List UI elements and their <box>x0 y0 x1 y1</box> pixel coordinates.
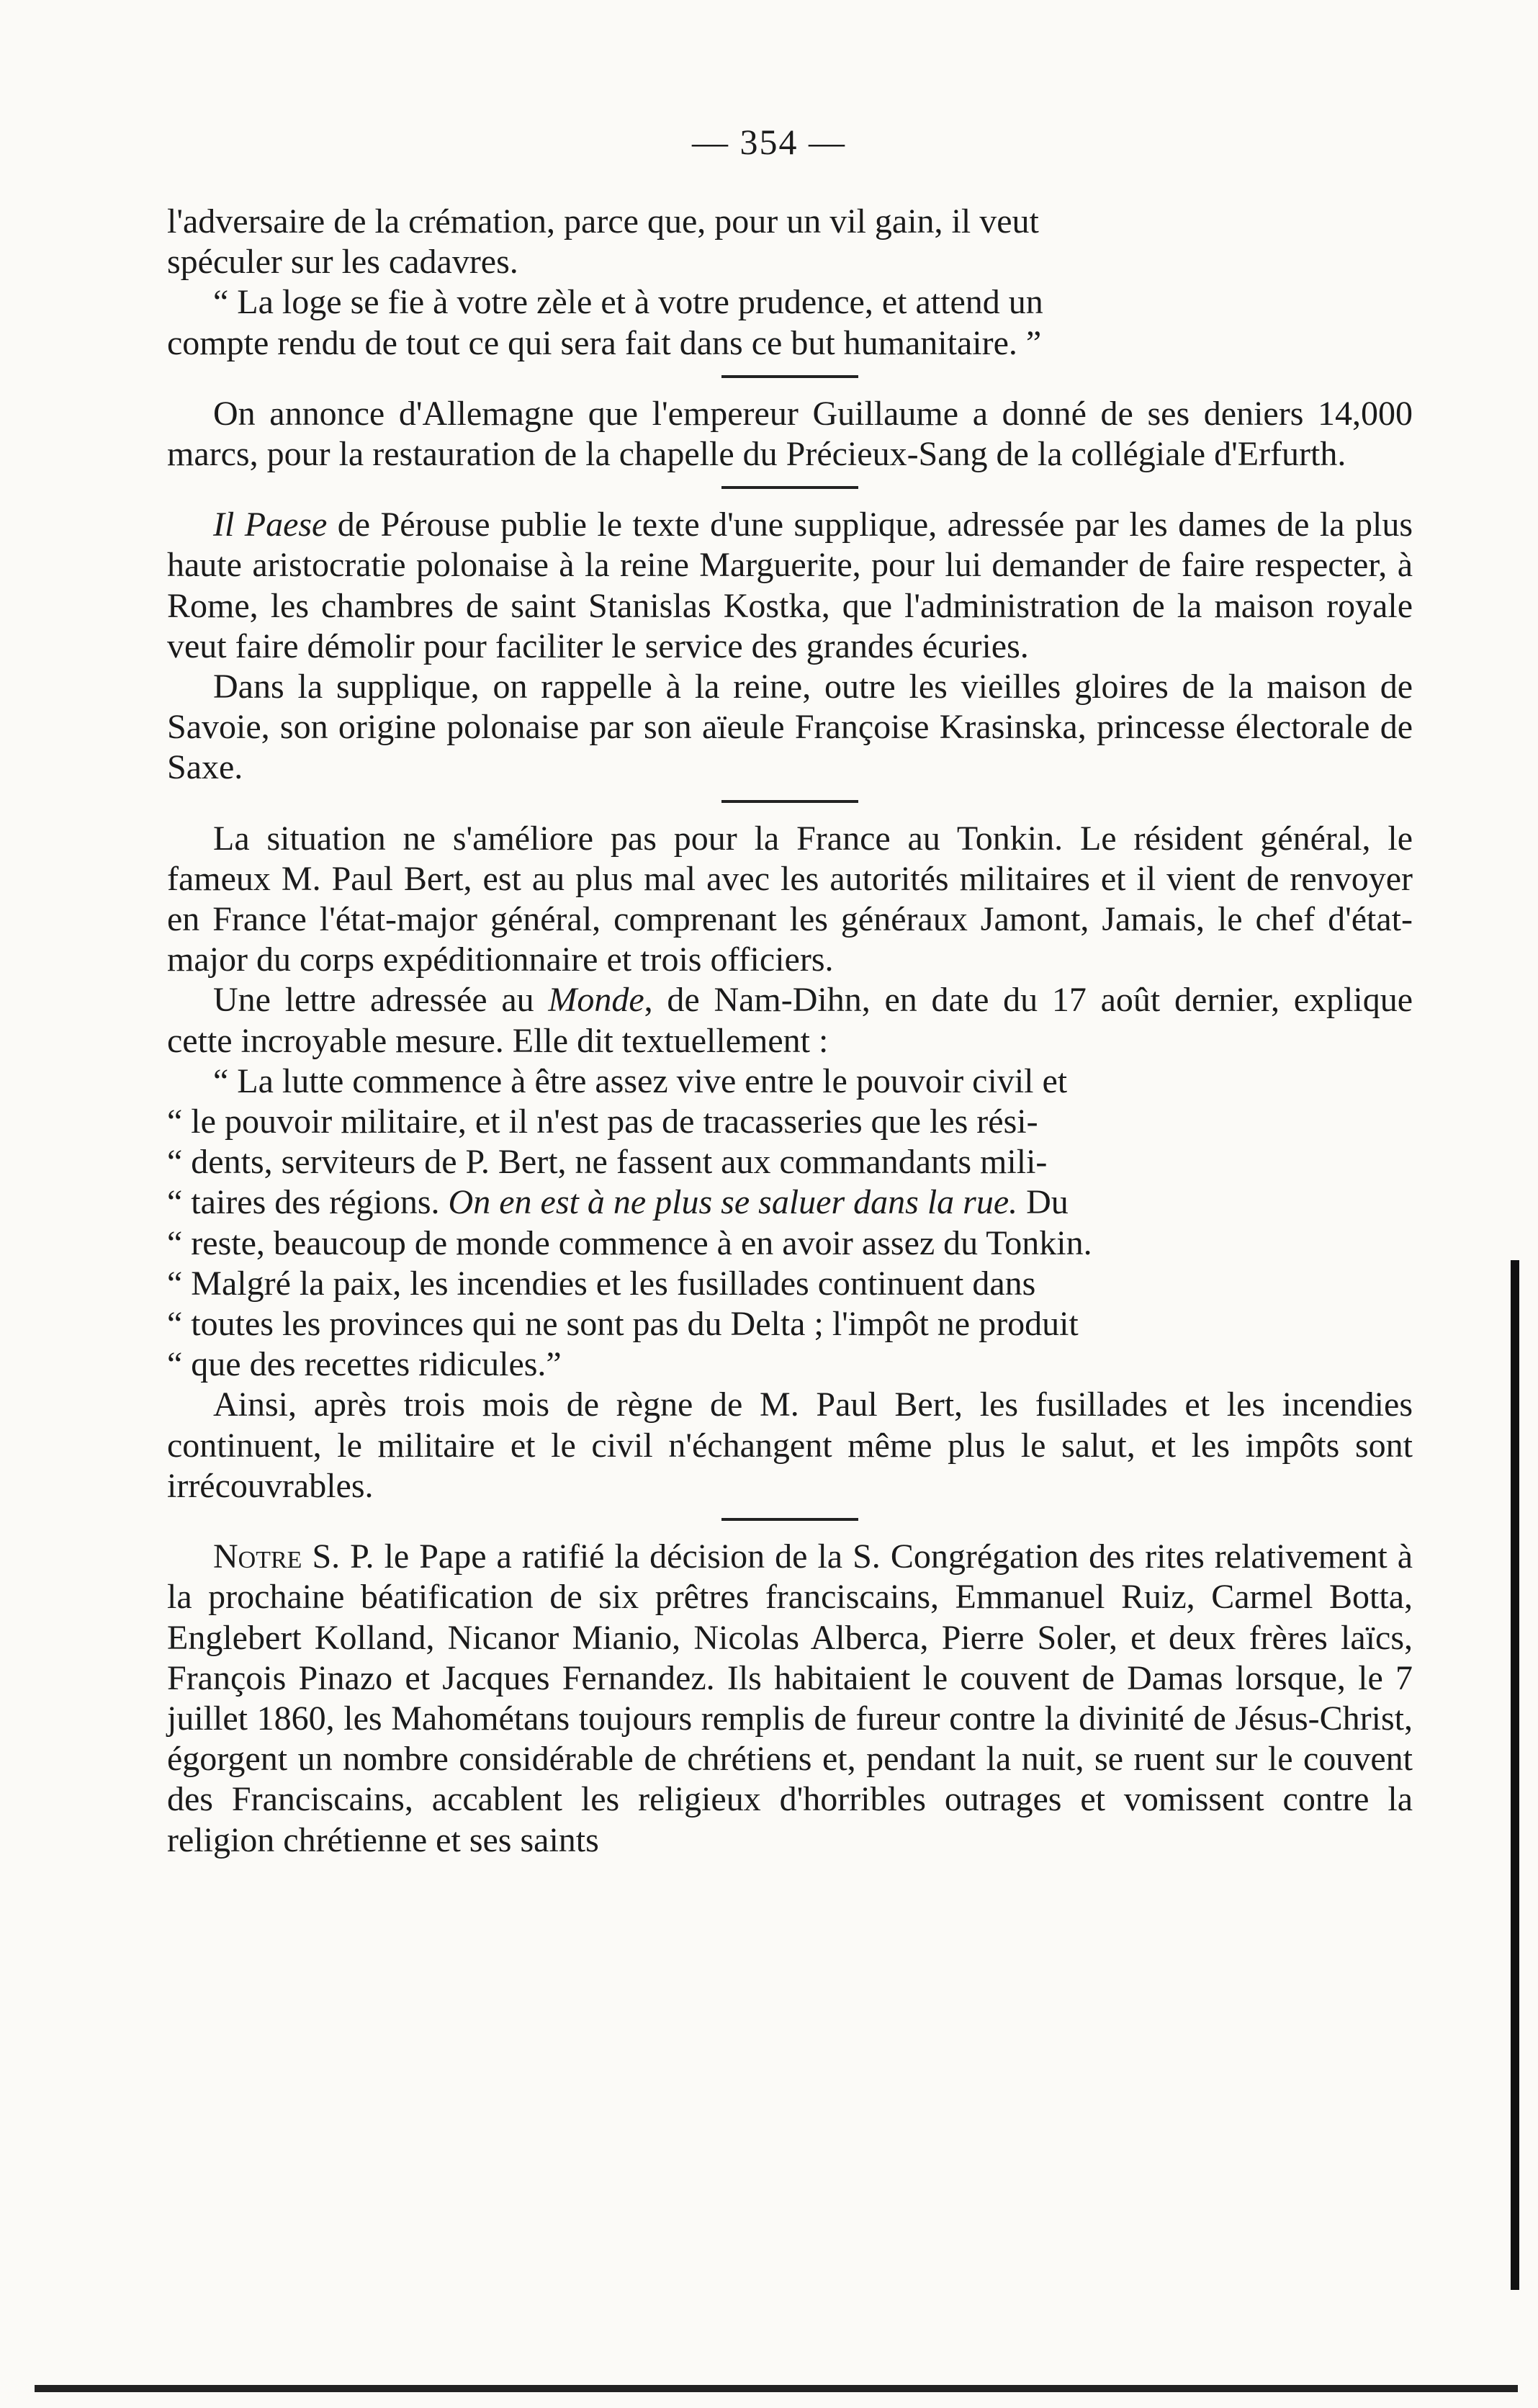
article-body <box>167 202 1413 1861</box>
newspaper-title: Monde <box>548 981 644 1020</box>
quote-line: “ taires des régions. On en est à ne plus se saluer dans la rue. Du <box>167 1183 1069 1222</box>
quote-line: “ reste, beaucoup de monde commence à en avoir assez du Tonkin. <box>167 1223 1092 1262</box>
paragraph-line: l'adversaire de la crémation, parce que, pour un vil gain, il veut <box>167 202 1039 241</box>
paragraph-emperor: On annonce d'Allemagne que l'empereur Guillaume a donné de ses deniers 14,000 marcs, pour la restauration de la chapelle du Précieux-Sang de la collégiale d'Erfurth. <box>167 394 1413 474</box>
paragraph-conclusion: Ainsi, après trois mois de règne de M. Paul Bert, les fusillades et les incendies continuent, le militaire et le civil n'échangent même plus le salut, et les impôts sont irrécouvrables. <box>167 1385 1413 1505</box>
paragraph-line: spéculer sur les cadavres. <box>167 243 518 282</box>
section-divider <box>721 1518 858 1521</box>
quote-line: “ toutes les provinces qui ne sont pas du Delta ; l'impôt ne produit <box>167 1305 1079 1344</box>
paragraph-line: “ La loge se fie à votre zèle et à votre prudence, et attend un <box>213 283 1043 322</box>
paragraph-tonkin: La situation ne s'améliore pas pour la France au Tonkin. Le résident général, le fameux M. Paul Bert, est au plus mal avec les autorités militaires et il vient de renvoyer en France l'état-major général, comprenant les généraux Jamont, Jamais, le chef d'état-major du corps expéditionnaire et trois officiers. <box>167 819 1413 979</box>
section-divider <box>721 375 858 378</box>
paragraph-beatification: Notre S. P. le Pape a ratifié la décision de la S. Congrégation des rites relativement à la prochaine béatification de six prêtres franciscains, Emmanuel Ruiz, Carmel Botta, Englebert Kolland, Nicanor Mianio, Nicolas Alberca, Pierre Soler, et deux frères laïcs, François Pinazo et Jacques Fernandez. Ils habitaient le couvent de Damas lorsque, le 7 juillet 1860, les Mahométans toujours remplis de fureur contre la divinité de Jésus-Christ, égorgent un nombre considérable de chrétiens et, pendant la nuit, se ruent sur le couvent des Franciscains, accablent les religieux d'horribles outrages et vomissent contre la religion chrétienne et ses saints <box>167 1537 1413 1859</box>
quote-emphasis: On en est à ne plus se saluer dans la rue. <box>448 1183 1018 1222</box>
quote-line: “ Malgré la paix, les incendies et les fusillades continuent dans <box>167 1264 1036 1303</box>
paragraph-supplique-2: Dans la supplique, on rappelle à la reine, outre les vieilles gloires de la maison de Savoie, son origine polonaise par son aïeule Françoise Krasinska, princesse électorale de Saxe. <box>167 668 1413 787</box>
section-divider <box>721 486 858 489</box>
scan-bottom-edge <box>35 2385 1518 2392</box>
page-number: — 354 — <box>692 122 846 162</box>
quote-line: “ dents, serviteurs de P. Bert, ne fassent aux commandants mili- <box>167 1143 1048 1182</box>
paragraph-letter: Une lettre adressée au Monde, de Nam-Dihn, en date du 17 août dernier, explique cette incroyable mesure. Elle dit textuellement : <box>167 981 1413 1060</box>
quote-line: “ le pouvoir militaire, et il n'est pas de tracasseries que les rési- <box>167 1102 1038 1141</box>
paragraph-supplique: Il Paese de Pérouse publie le texte d'une supplique, adressée par les dames de la plus haute aristocratie polonaise à la reine Marguerite, pour lui demander de faire respecter, à Rome, les chambres de saint Stanislas Kostka, que l'administration de la maison royale veut faire démolir pour faciliter le service des grandes écuries. <box>167 506 1413 665</box>
pope-title: Notre S. P. <box>213 1537 374 1576</box>
paragraph-line: compte rendu de tout ce qui sera fait dans ce but humanitaire. ” <box>167 323 1042 362</box>
section-divider <box>721 800 858 803</box>
scan-edge-mark <box>1511 1260 1519 2290</box>
quote-line: “ La lutte commence à être assez vive entre le pouvoir civil et <box>213 1061 1068 1100</box>
quote-line: “ que des recettes ridicules.” <box>167 1345 562 1384</box>
newspaper-title: Il Paese <box>213 506 328 544</box>
